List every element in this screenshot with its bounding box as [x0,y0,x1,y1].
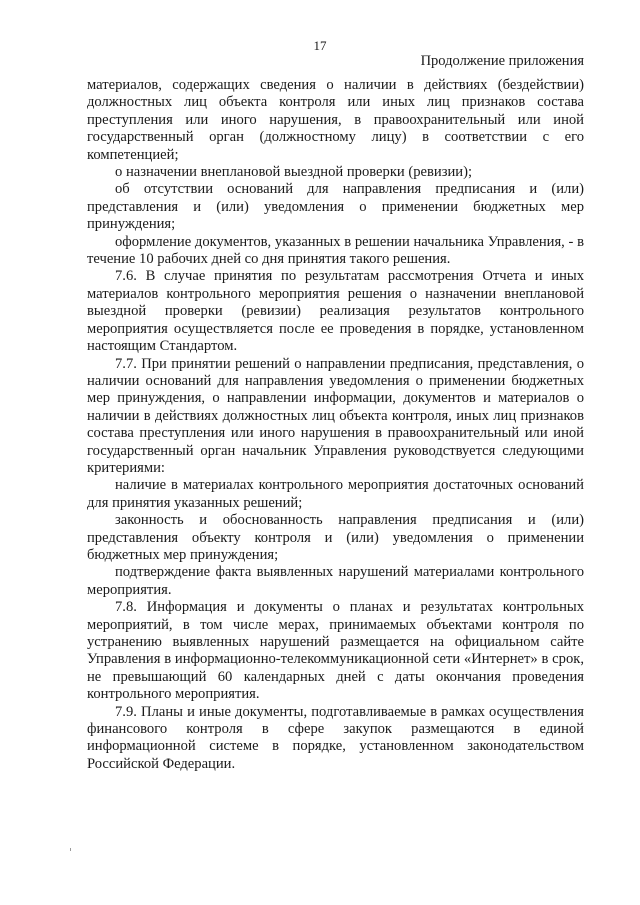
section-7-8-paragraph: 7.8. Информация и документы о планах и результатах контрольных мероприятий, в том числе мерах, принимаемых объектами контроля по устранению выявленных нарушений размещается на официальном сайте Управления в информационно-телекоммуникационной сети «Интернет» в срок, не превышающий 60 календарных дней с даты окончания проведения контрольного мероприятия. [87,599,584,703]
running-header: Продолжение приложения [420,53,584,69]
scan-artifact-mark [70,848,71,851]
page-number: 17 [313,38,327,53]
paragraph: наличие в материалах контрольного мероприятия достаточных оснований для принятия указанных решений; [87,477,584,511]
section-7-9-paragraph: 7.9. Планы и иные документы, подготавливаемые в рамках осуществления финансового контроля в сфере закупок размещаются в единой информационной системе в порядке, установленном законодательством Российской Федерации. [87,703,584,772]
section-7-6-paragraph: 7.6. В случае принятия по результатам рассмотрения Отчета и иных материалов контрольного мероприятия решения о назначении внеплановой выездной проверки (ревизии) реализация результатов контрольного мероприятия осуществляется после ее проведения в порядке, установленном настоящим Стандартом. [87,268,584,355]
paragraph: подтверждение факта выявленных нарушений материалами контрольного мероприятия. [87,564,584,598]
paragraph: о назначении внеплановой выездной проверки (ревизии); [115,164,473,181]
paragraph: материалов, содержащих сведения о наличии в действиях (бездействии) должностных лиц объекта контроля или иных лиц признаков состава преступления или иного нарушения, в правоохранительный или иной государственный орган (должностному лицу) в соответствии с его компетенцией; [87,77,584,163]
body-text [87,77,584,773]
paragraph: законность и обоснованность направления предписания и (или) представления объекту контроля и (или) уведомления о применении бюджетных мер принуждения; [87,512,584,563]
paragraph: оформление документов, указанных в решении начальника Управления, - в течение 10 рабочих дней со дня принятия такого решения. [87,233,584,268]
paragraph: об отсутствии оснований для направления предписания и (или) представления и (или) уведомления о применении бюджетных мер принуждения; [87,181,584,233]
section-7-7-paragraph: 7.7. При принятии решений о направлении предписания, представления, о наличии оснований для направления уведомления о применении бюджетных мер принуждения, о направлении информации, документов и материалов о наличии в действиях должностных лиц объекта контроля, иных лиц признаков состава преступления или иного нарушения в правоохранительный или иной государственный орган начальник Управления руководствуется следующими критериями: [87,355,584,476]
